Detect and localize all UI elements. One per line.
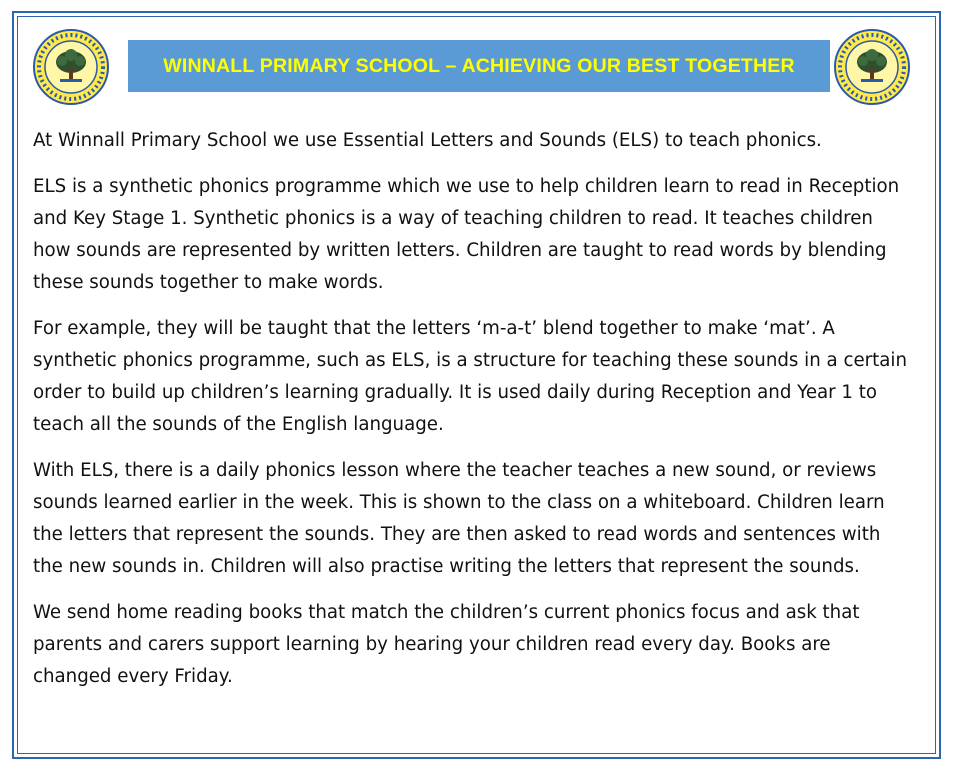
paragraph: We send home reading books that match the children’s current phonics focus and ask that parents and carers support learning by hearing your children read every day. Books are changed every Friday.	[33, 602, 860, 687]
title-banner	[128, 40, 830, 92]
paragraph: ELS is a synthetic phonics programme which we use to help children learn to read in Reception and Key Stage 1. Synthetic phonics is a way of teaching children to read. It teaches children how sounds are represented by written letters. Children are taught to read words by blending these sounds together to make words.	[33, 176, 900, 293]
paragraph: With ELS, there is a daily phonics lesson where the teacher teaches a new sound, or reviews sounds learned earlier in the week. This is shown to the class on a whiteboard. Children learn the letters that represent the sounds. They are then asked to read words and sentences with the new sounds in. Children will also practise writing the letters that represent the sounds.	[33, 460, 885, 577]
paragraph: For example, they will be taught that the letters ‘m-a-t’ blend together to make ‘mat’. A synthetic phonics programme, such as ELS, is a structure for teaching these sounds in a certain order to build up children’s learning gradually. It is used daily during Reception and Year 1 to teach all the sounds of the English language.	[33, 318, 907, 435]
paragraph: At Winnall Primary School we use Essential Letters and Sounds (ELS) to teach phonics.	[33, 130, 822, 151]
page-title: WINNALL PRIMARY SCHOOL – ACHIEVING OUR BEST TOGETHER	[163, 54, 795, 77]
school-crest-icon	[32, 28, 110, 106]
document-body	[33, 125, 913, 707]
school-crest-icon	[833, 28, 911, 106]
